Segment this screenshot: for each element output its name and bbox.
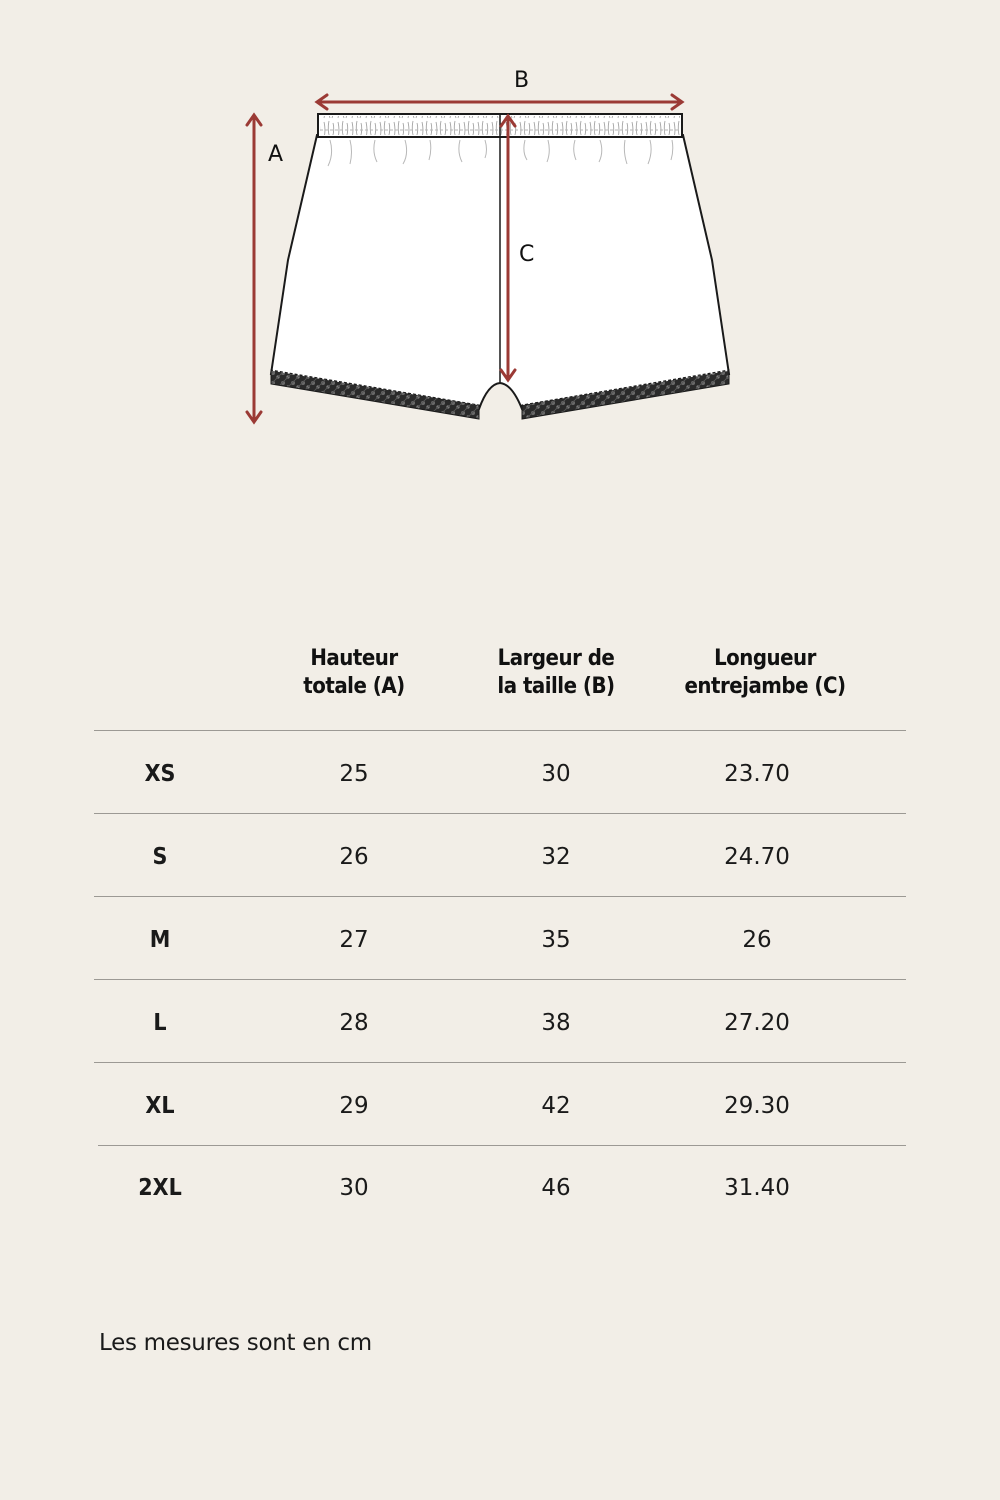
largeur-cell: 42 — [541, 1093, 571, 1119]
size-cell: S — [152, 844, 168, 870]
entrejambe-cell: 26 — [742, 927, 772, 953]
entrejambe-cell: 24.70 — [724, 844, 790, 870]
dimension-arrow-b — [317, 95, 682, 109]
hauteur-cell: 25 — [339, 761, 369, 787]
entrejambe-cell: 23.70 — [724, 761, 790, 787]
largeur-cell: 32 — [541, 844, 571, 870]
table-row — [94, 896, 906, 979]
table-row — [94, 979, 906, 1062]
label-a: A — [268, 142, 284, 167]
largeur-cell: 46 — [541, 1175, 571, 1201]
header-hauteur-totale: Hauteur totale (A) — [303, 645, 405, 700]
size-cell: XL — [145, 1093, 175, 1119]
largeur-cell: 35 — [541, 927, 571, 953]
units-note: Les mesures sont en cm — [99, 1330, 372, 1356]
shorts-illustration — [0, 0, 1000, 460]
hauteur-cell: 29 — [339, 1093, 369, 1119]
hauteur-cell: 26 — [339, 844, 369, 870]
hauteur-cell: 30 — [339, 1175, 369, 1201]
shorts-body — [271, 114, 729, 419]
size-chart-table — [94, 630, 906, 1227]
largeur-cell: 30 — [541, 761, 571, 787]
size-cell: M — [149, 927, 171, 953]
label-b: B — [514, 68, 530, 93]
header-largeur-taille: Largeur de la taille (B) — [497, 645, 615, 700]
table-row — [94, 1062, 906, 1145]
entrejambe-cell: 31.40 — [724, 1175, 790, 1201]
table-row — [94, 730, 906, 813]
label-c: C — [519, 242, 535, 267]
size-cell: 2XL — [138, 1175, 182, 1201]
entrejambe-cell: 29.30 — [724, 1093, 790, 1119]
table-row — [94, 1145, 906, 1227]
table-row — [94, 813, 906, 896]
dimension-arrow-a — [247, 115, 261, 422]
hauteur-cell: 28 — [339, 1010, 369, 1036]
size-cell: L — [153, 1010, 167, 1036]
entrejambe-cell: 27.20 — [724, 1010, 790, 1036]
largeur-cell: 38 — [541, 1010, 571, 1036]
size-cell: XS — [144, 761, 176, 787]
header-longueur-entrejambe: Longueur entrejambe (C) — [684, 645, 846, 700]
shorts-measurement-diagram — [0, 0, 1000, 460]
table-header — [94, 630, 906, 730]
hauteur-cell: 27 — [339, 927, 369, 953]
